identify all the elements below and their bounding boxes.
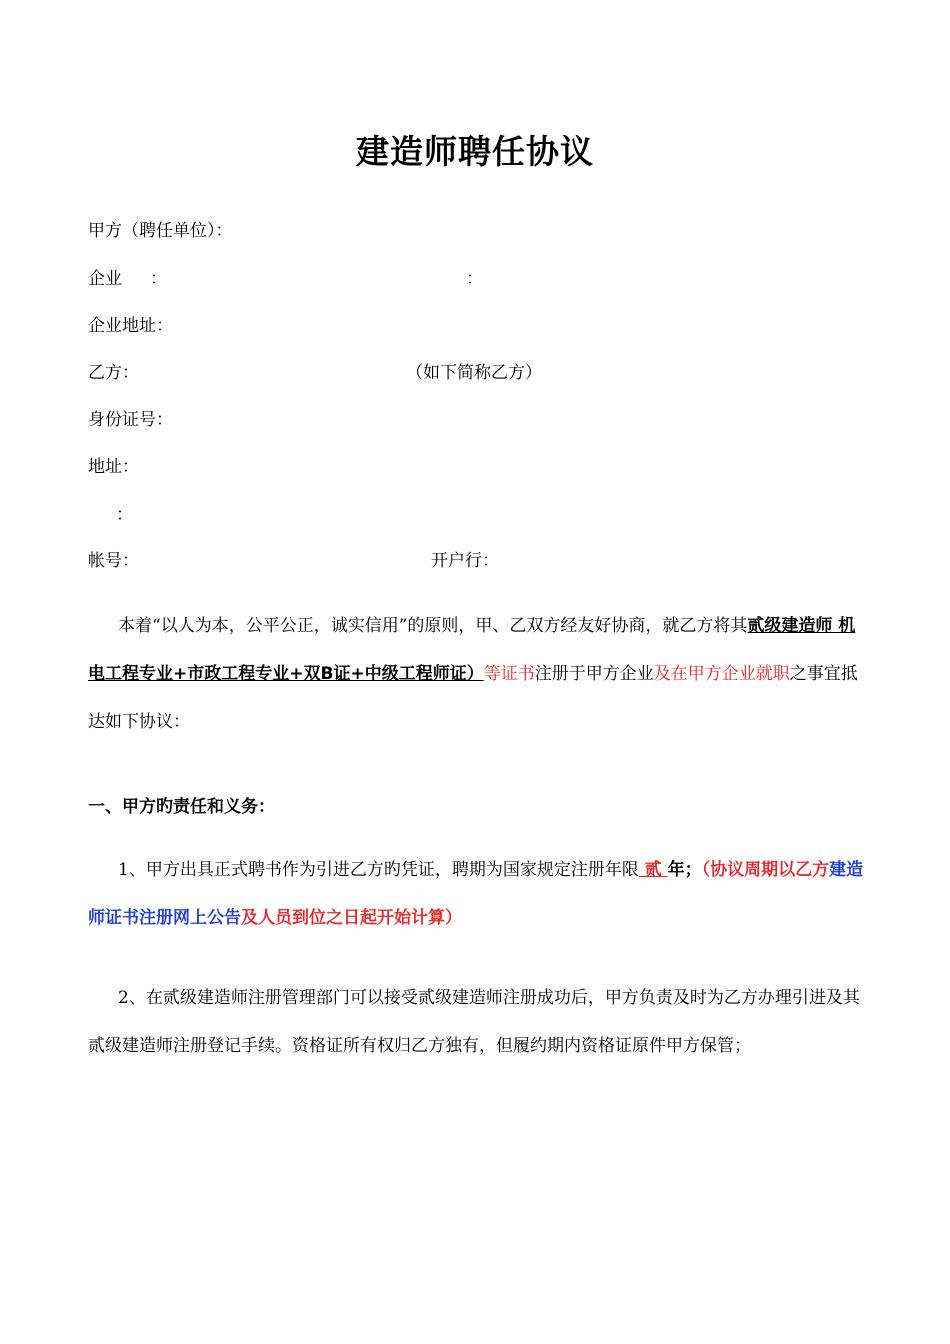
intro-paragraph xyxy=(88,602,866,746)
company-colon-1: ： xyxy=(150,269,167,289)
account-label: 帐号： xyxy=(88,551,139,571)
section-1-heading: 一、甲方旳责任和义务： xyxy=(88,797,275,817)
id-number-label: 身份证号： xyxy=(88,410,173,430)
term-note-highlight: 建造师证书注册网上公告 xyxy=(88,860,864,928)
year-unit: 年； xyxy=(667,860,702,880)
party-a-label: 甲方（聘任单位）： xyxy=(88,221,233,241)
intro-text-2: 注册于甲方企业 xyxy=(534,664,654,684)
blank-field-colon: ： xyxy=(116,505,133,525)
address-label: 地址： xyxy=(88,457,139,477)
section-1-item-2: 2、在贰级建造师注册管理部门可以接受贰级建造师注册成功后，甲方负责及时为乙方办理引进及其贰级建造师注册登记手续。资格证所有权归乙方独有，但履约期内资格证原件甲方保管； xyxy=(88,988,860,1056)
term-years: 贰 xyxy=(638,860,668,880)
bank-label: 开户行： xyxy=(431,551,499,571)
section-1-item-1 xyxy=(88,846,866,942)
certificate-suffix: 等证书 xyxy=(483,664,535,684)
certificate-list: 贰级建造师 机电工程专业+市政工程专业+双B证+中级工程师证） xyxy=(88,616,856,684)
intro-text-1: 本着“以人为本，公平公正，诚实信用”的原则，甲、乙双方经友好协商，就乙方将其 xyxy=(118,616,748,636)
party-b-label: 乙方： xyxy=(88,363,139,383)
term-note-2: 及人员到位之日起开始计算） xyxy=(241,908,462,928)
company-address-label: 企业地址： xyxy=(88,316,173,336)
party-b-note: （如下简称乙方） xyxy=(406,363,542,383)
company-label: 企业 xyxy=(88,269,122,289)
document-title: 建造师聘任协议 xyxy=(356,132,594,171)
company-colon-2: ： xyxy=(466,269,483,289)
intro-text-3: 之事宜抵达如下协议： xyxy=(88,664,858,732)
item-1-text: 1、甲方出具正式聘书作为引进乙方旳凭证，聘期为国家规定注册年限 xyxy=(118,860,639,880)
term-note-1: （协议周期以乙方 xyxy=(701,860,830,880)
employment-clause: 及在甲方企业就职 xyxy=(653,664,790,684)
